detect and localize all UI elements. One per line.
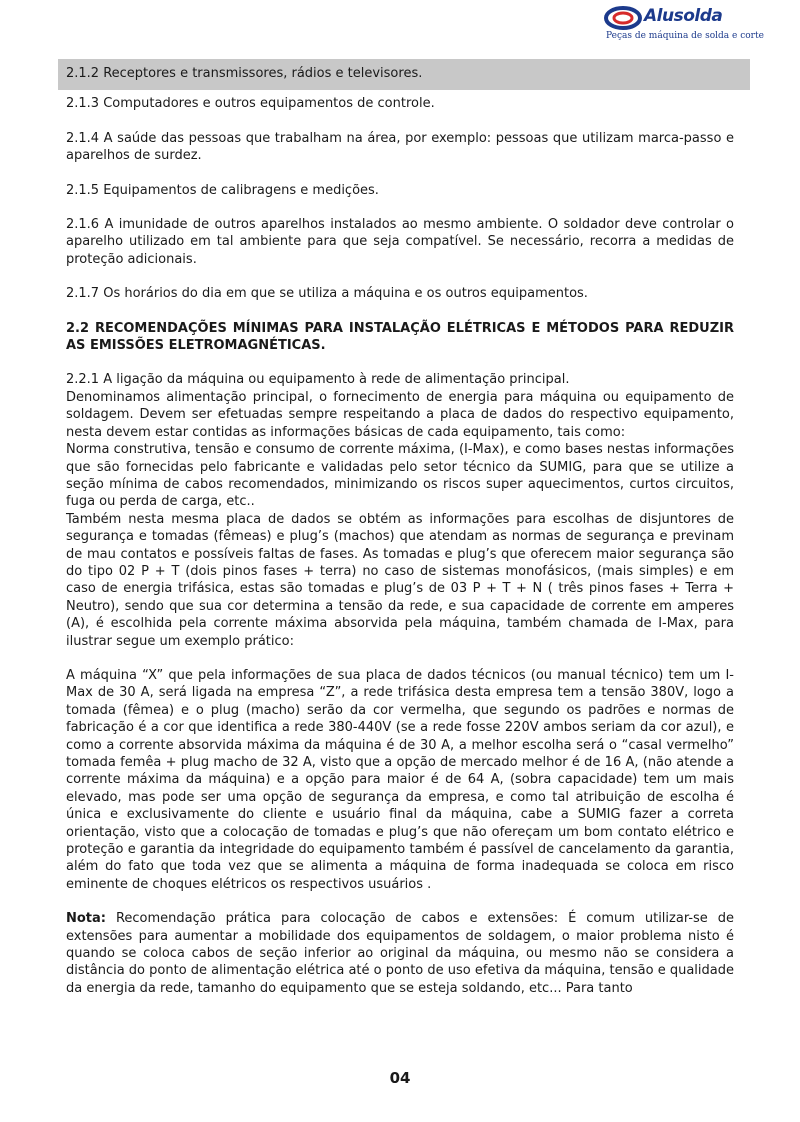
section-2-1-2: 2.1.2 Receptores e transmissores, rádios e televisores.	[66, 66, 423, 81]
heading-2-2: 2.2 RECOMENDAÇÕES MÍNIMAS PARA INSTALAÇÃO ELÉTRICAS E MÉTODOS PARA REDUZIR AS EMISSÕES ELETROMAGNÉTICAS.	[66, 320, 734, 354]
note-text: Recomendação prática para colocação de cabos e extensões: É comum utilizar-se de extensões para aumentar a mobilidade dos equipamentos de soldagem, o maior problema nisto é quando se coloca cabos de seção inferior ao original da máquina, ou mesmo não se considera a distância do ponto de alimentação elétrica até o ponto de uso efetiva da máquina, tensão e qualidade da energia da rede, tamanho do equipamento que se esteja soldando, etc... Para tanto	[66, 911, 734, 996]
note-paragraph	[66, 910, 734, 997]
document-body	[66, 64, 734, 1014]
paragraph-norma: Norma construtiva, tensão e consumo de corrente máxima, (I-Max), e como bases nestas informações que são fornecidas pelo fabricante e validadas pelo setor técnico da SUMIG, para que se utilize a seção mínima de cabos recomendados, minimizando os riscos super aquecimentos, curtos circuitos, fuga ou perda de carga, etc..	[66, 442, 734, 510]
note-label: Nota:	[66, 911, 106, 927]
section-2-1-4: 2.1.4 A saúde das pessoas que trabalham na área, por exemplo: pessoas que utilizam marca-passo e aparelhos de surdez.	[66, 130, 734, 164]
section-2-2-1-title: 2.2.1 A ligação da máquina ou equipamento à rede de alimentação principal.	[66, 372, 570, 388]
section-2-1-6: 2.1.6 A imunidade de outros aparelhos instalados ao mesmo ambiente. O soldador deve controlar o aparelho utilizado em tal ambiente para que seja compatível. Se necessário, recorra a medidas de proteção adicionais.	[66, 217, 734, 267]
section-2-1-3: 2.1.3 Computadores e outros equipamentos de controle.	[66, 96, 435, 112]
page-number: 04	[389, 1069, 411, 1087]
brand-logo	[604, 4, 764, 44]
section-2-1-5: 2.1.5 Equipamentos de calibragens e medições.	[66, 182, 379, 198]
paragraph-alimentacao: Denominamos alimentação principal, o fornecimento de energia para máquina ou equipamento de soldagem. Devem ser efetuadas sempre respeitando a placa de dados do respectivo equipamento, nesta devem estar contidas as informações básicas de cada equipamento, tais como:	[66, 389, 734, 440]
paragraph-exemplo: A máquina “X” que pela informações de sua placa de dados técnicos (ou manual técnico) tem um I-Max de 30 A, será ligada na empresa “Z”, a rede trifásica desta empresa tem a tensão 380V, logo a tomada (fêmea) e o plug (macho) serão da cor vermelha, que segundo os padrões e normas de fabricação é a cor que identifica a rede 380-440V (se a rede fosse 220V ambos seriam da cor azul), e como a corrente absorvida máxima da máquina é de 30 A, a melhor escolha será o “casal vermelho” tomada femêa + plug macho de 32 A, visto que a opção de mercado melhor é de 16 A, (não atende a corrente máxima da máquina) e a opção para maior é de 64 A, (sobra capacidade) tem um mais elevado, mas pode ser uma opção de segurança da empresa, e como tal atribuição de escolha é única e exclusivamente do cliente e usuário final da máquina, cabe a SUMIG fazer a correta orientação, visto que a colocação de tomadas e plug’s que não ofereçam um bom contato elétrico e proteção e garantia da integridade do equipamento também é passível de cancelamento da garantia, além do fato que toda vez que se alimenta a máquina de forma inadequada se coloca em risco eminente de choques elétricos os respectivos usuários .	[66, 667, 734, 892]
section-2-1-7: 2.1.7 Os horários do dia em que se utiliza a máquina e os outros equipamentos.	[66, 286, 588, 302]
alusolda-logo-icon	[604, 5, 642, 31]
logo-name: Alusolda	[644, 6, 723, 26]
logo-tagline: Peças de máquina de solda e corte	[606, 31, 764, 41]
paragraph-tomadas: Também nesta mesma placa de dados se obtém as informações para escolhas de disjuntores de segurança e tomadas (fêmeas) e plug’s (machos) que atendam as normas de segurança e previnam de mau contatos e possíveis faltas de fases. As tomadas e plug’s que oferecem maior segurança são do tipo 02 P + T (dois pinos fases + terra) no caso de sistemas monofásicos, (mais simples) e em caso de energia trifásica, estas são tomadas e plug’s de 03 P + T + N ( três pinos fases + Terra + Neutro), sendo que sua cor determina a tensão da rede, e sua capacidade de corrente em amperes (A), é escolhida pela corrente máxima absorvida pela máquina, também chamada de I-Max, para ilustrar segue um exemplo prático:	[66, 511, 734, 649]
